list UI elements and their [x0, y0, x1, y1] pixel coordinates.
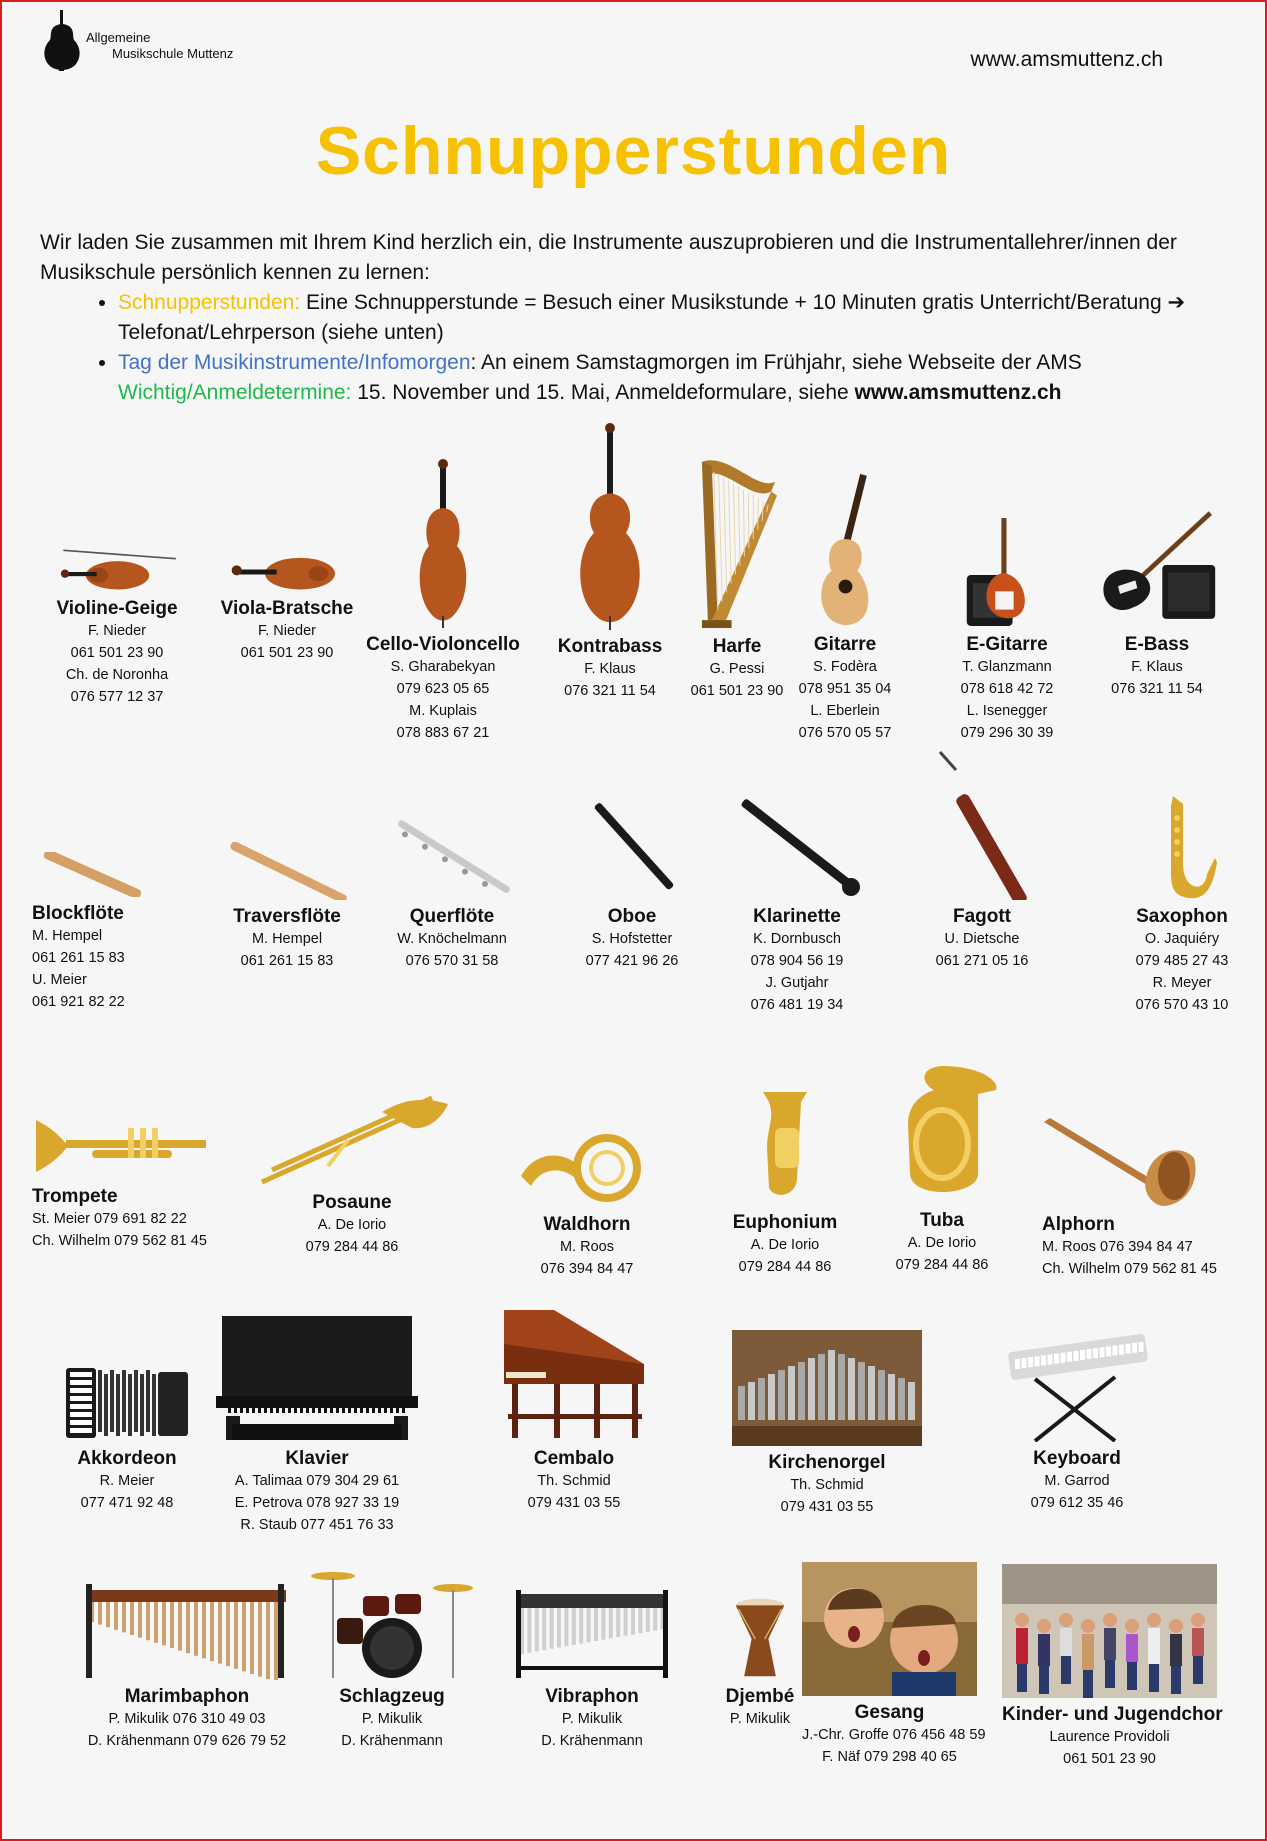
saxophone-icon: [1097, 794, 1267, 900]
cello-icon: [358, 458, 528, 628]
instrument-viola: [202, 542, 372, 664]
teacher-contact: 076 570 31 58: [405, 953, 499, 969]
teacher-contact: E. Petrova 078 927 33 19: [234, 1495, 400, 1511]
teacher-contact: 079 431 03 55: [527, 1495, 621, 1511]
instrument-name: Vibraphon: [545, 1686, 639, 1707]
teacher-contact: F. Klaus: [584, 661, 636, 677]
teacher-contact: 076 481 19 34: [750, 997, 844, 1013]
teacher-contact: R. Meyer: [1152, 975, 1212, 991]
instrument-euphonium: [700, 1088, 870, 1278]
drum-kit-icon: [307, 1566, 477, 1680]
teacher-contact: U. Dietsche: [944, 931, 1020, 947]
website-link-inline[interactable]: www.amsmuttenz.ch: [854, 381, 1062, 404]
teacher-contact: 079 296 30 39: [960, 725, 1054, 741]
teacher-contact: K. Dornbusch: [753, 931, 841, 947]
violin-icon: [32, 542, 202, 592]
info-list: [82, 288, 1267, 408]
instrument-flute: [367, 812, 537, 972]
teacher-contact: S. Fodèra: [813, 659, 877, 675]
instrument-piano: [212, 1312, 422, 1536]
instrument-name: Euphonium: [732, 1212, 838, 1233]
instrument-vibraphone: [507, 1586, 677, 1752]
teacher-contact: 076 577 12 37: [70, 689, 164, 705]
teacher-contact: 076 321 11 54: [1111, 681, 1203, 697]
teacher-contact: 061 501 23 90: [240, 645, 334, 661]
instrument-name: Kontrabass: [557, 636, 663, 657]
recorder-icon: [32, 852, 202, 897]
instrument-violin: [32, 542, 202, 708]
teacher-contact: 061 501 23 90: [70, 645, 164, 661]
school-name-line1: Allgemeine: [86, 30, 151, 45]
instrument-name: Schlagzeug: [339, 1686, 445, 1707]
info-item-infomorgen: • Tag der Musikinstrumente/Infomorgen: An einem Samstagmorgen im Frühjahr, siehe Webseite der AMS Wichtig/Anmeldetermine: 15. November und 15. Mai, Anmeldeformulare, siehe www.amsmuttenz.ch: [118, 348, 1267, 408]
teacher-contact: 076 394 84 47: [540, 1261, 634, 1277]
teacher-contact: Th. Schmid: [537, 1473, 611, 1489]
instrument-singing-children-photo: [802, 1562, 986, 1768]
instrument-saxophone: [1097, 794, 1267, 1016]
instrument-guitar: [760, 470, 930, 744]
teacher-contact: 076 321 11 54: [564, 683, 656, 699]
logo: [40, 10, 84, 77]
teacher-contact: 079 485 27 43: [1135, 953, 1229, 969]
electric-guitar-icon: [922, 516, 1092, 628]
teacher-contact: 078 618 42 72: [960, 681, 1054, 697]
instrument-traverso: [202, 842, 372, 972]
teacher-contact: G. Pessi: [709, 661, 765, 677]
instrument-trombone: [252, 1090, 452, 1258]
trumpet-icon: [32, 1110, 212, 1180]
teacher-contact: F. Näf 079 298 40 65: [822, 1749, 957, 1765]
teacher-contact: 061 501 23 90: [1063, 1751, 1156, 1767]
teacher-contact: 061 261 15 83: [32, 950, 125, 966]
instrument-french-horn: [502, 1128, 672, 1280]
instrument-name: Djembé: [725, 1686, 795, 1707]
instrument-oboe: [547, 788, 717, 972]
teacher-contact: 076 570 05 57: [798, 725, 892, 741]
page-title: Schnupperstunden: [315, 113, 952, 189]
flute-icon: [367, 812, 537, 900]
teacher-contact: D. Krähenmann: [341, 1733, 443, 1749]
instrument-name: Gesang: [854, 1702, 925, 1723]
instrument-name: Tuba: [920, 1210, 964, 1231]
instrument-name: Kirchenorgel: [768, 1452, 886, 1473]
bassoon-icon: [897, 750, 1067, 900]
instrument-name: E-Gitarre: [966, 634, 1048, 655]
teacher-contact: A. De Iorio: [750, 1237, 820, 1253]
electric-bass-icon: [1072, 502, 1242, 628]
instrument-name: Posaune: [312, 1192, 392, 1213]
teacher-contact: 061 271 05 16: [935, 953, 1029, 969]
teacher-contact: D. Krähenmann: [541, 1733, 643, 1749]
teacher-contact: S. Hofstetter: [591, 931, 673, 947]
teacher-contact: P. Mikulik: [729, 1711, 791, 1727]
instrument-cello: [358, 458, 528, 744]
teacher-contact: 079 284 44 86: [895, 1257, 989, 1273]
instrument-name: Akkordeon: [77, 1448, 177, 1469]
teacher-contact: Ch. Wilhelm 079 562 81 45: [1042, 1261, 1217, 1277]
instrument-choir-photo: [1002, 1564, 1223, 1770]
teacher-contact: L. Eberlein: [810, 703, 880, 719]
teacher-contact: M. Kuplais: [409, 703, 477, 719]
instrument-name: Klavier: [285, 1448, 349, 1469]
accordion-icon: [42, 1362, 212, 1442]
instrument-name: Cello-Violoncello: [366, 634, 520, 655]
oboe-icon: [547, 788, 717, 900]
teacher-contact: A. De Iorio: [317, 1217, 387, 1233]
teacher-contact: 079 431 03 55: [780, 1499, 874, 1515]
instrument-name: Traversflöte: [233, 906, 341, 927]
teacher-contact: W. Knöchelmann: [397, 931, 507, 947]
teacher-contact: A. De Iorio: [907, 1235, 977, 1251]
instrument-harpsichord: [489, 1304, 659, 1514]
instrument-accordion: [42, 1362, 212, 1514]
teacher-contact: D. Krähenmann 079 626 79 52: [87, 1733, 287, 1749]
teacher-contact: 061 261 15 83: [240, 953, 334, 969]
vibraphone-icon: [507, 1586, 677, 1680]
instrument-tuba: [857, 1064, 1027, 1276]
instrument-name: Fagott: [952, 906, 1012, 927]
singing-children-photo-icon: [802, 1562, 977, 1696]
viola-icon: [202, 542, 372, 592]
teacher-contact: 061 501 23 90: [690, 683, 784, 699]
instrument-name: Blockflöte: [32, 903, 124, 924]
alphorn-icon: [1042, 1118, 1212, 1208]
tuba-icon: [857, 1064, 1027, 1204]
instrument-name: Marimbaphon: [124, 1686, 250, 1707]
double-bass-logo-icon: [40, 10, 84, 72]
instrument-name: Kinder- und Jugendchor: [1002, 1704, 1223, 1725]
instrument-trumpet: [32, 1110, 212, 1252]
instrument-name: Cembalo: [533, 1448, 615, 1469]
teacher-contact: M. Garrod: [1044, 1473, 1110, 1489]
teacher-contact: P. Mikulik 076 310 49 03: [108, 1711, 266, 1727]
teacher-contact: A. Talimaa 079 304 29 61: [234, 1473, 400, 1489]
instrument-name: Gitarre: [813, 634, 877, 655]
teacher-contact: Th. Schmid: [790, 1477, 864, 1493]
church-organ-icon: [732, 1330, 922, 1446]
instrument-electric-bass: [1072, 502, 1242, 700]
instrument-electric-guitar: [922, 516, 1092, 744]
teacher-contact: T. Glanzmann: [962, 659, 1052, 675]
teacher-contact: M. Hempel: [251, 931, 323, 947]
traverso-icon: [202, 842, 372, 900]
teacher-contact: R. Staub 077 451 76 33: [240, 1517, 394, 1533]
teacher-contact: 078 951 35 04: [798, 681, 892, 697]
instrument-church-organ: [732, 1330, 922, 1518]
instrument-drum-kit: [307, 1566, 477, 1752]
teacher-contact: L. Isenegger: [966, 703, 1048, 719]
instrument-marimba: [82, 1580, 292, 1752]
instrument-name: Viola-Bratsche: [220, 598, 354, 619]
instrument-name: Oboe: [607, 906, 657, 927]
school-name-line2: Musikschule Muttenz: [112, 46, 234, 61]
instrument-recorder: [32, 852, 202, 1013]
trombone-icon: [252, 1090, 452, 1186]
website-link[interactable]: www.amsmuttenz.ch: [970, 48, 1163, 71]
teacher-contact: R. Meier: [99, 1473, 155, 1489]
marimba-icon: [82, 1580, 292, 1680]
teacher-contact: 079 284 44 86: [305, 1239, 399, 1255]
instrument-clarinet: [712, 787, 882, 1016]
instrument-alphorn: [1042, 1118, 1217, 1280]
teacher-contact: 079 284 44 86: [738, 1259, 832, 1275]
teacher-contact: P. Mikulik: [561, 1711, 623, 1727]
teacher-contact: M. Hempel: [32, 928, 103, 944]
info-item-schnupperstunden: • Schnupperstunden: Eine Schnupperstunde = Besuch einer Musikstunde + 10 Minuten gratis Unterricht/Beratung ➔ Telefonat/Lehrperson (siehe unten): [118, 288, 1267, 348]
teacher-contact: Laurence Providoli: [1049, 1729, 1170, 1745]
teacher-contact: J.-Chr. Groffe 076 456 48 59: [802, 1727, 986, 1743]
teacher-contact: 079 623 05 65: [396, 681, 490, 697]
teacher-contact: 077 421 96 26: [585, 953, 679, 969]
teacher-contact: Ch. Wilhelm 079 562 81 45: [32, 1233, 207, 1249]
teacher-contact: M. Roos: [560, 1239, 614, 1255]
teacher-contact: P. Mikulik: [361, 1711, 423, 1727]
teacher-contact: F. Klaus: [1131, 659, 1183, 675]
teacher-contact: St. Meier 079 691 82 22: [32, 1211, 187, 1227]
instrument-name: Trompete: [32, 1186, 118, 1207]
teacher-contact: F. Nieder: [257, 623, 317, 639]
instrument-name: Querflöte: [409, 906, 495, 927]
instrument-bassoon: [897, 750, 1067, 972]
clarinet-icon: [712, 787, 882, 900]
teacher-contact: 079 612 35 46: [1030, 1495, 1124, 1511]
instrument-name: Saxophon: [1136, 906, 1228, 927]
harpsichord-icon: [489, 1304, 659, 1442]
instrument-name: Waldhorn: [543, 1214, 631, 1235]
instrument-name: Alphorn: [1042, 1214, 1115, 1235]
teacher-contact: 076 570 43 10: [1135, 997, 1229, 1013]
teacher-contact: 078 883 67 21: [396, 725, 490, 741]
instrument-name: Keyboard: [1033, 1448, 1121, 1469]
teacher-contact: Ch. de Noronha: [65, 667, 169, 683]
instrument-name: E-Bass: [1124, 634, 1190, 655]
keyboard-icon: [992, 1329, 1162, 1442]
teacher-contact: 077 471 92 48: [80, 1495, 174, 1511]
instrument-name: Harfe: [712, 636, 762, 657]
teacher-contact: U. Meier: [32, 972, 87, 988]
guitar-icon: [760, 470, 930, 628]
piano-icon: [212, 1312, 422, 1442]
instrument-name: Violine-Geige: [56, 598, 178, 619]
school-name: [86, 30, 233, 62]
euphonium-icon: [700, 1088, 870, 1206]
teacher-contact: O. Jaquiéry: [1144, 931, 1220, 947]
teacher-contact: 061 921 82 22: [32, 994, 125, 1010]
teacher-contact: S. Gharabekyan: [390, 659, 496, 675]
teacher-contact: 078 904 56 19: [750, 953, 844, 969]
teacher-contact: F. Nieder: [87, 623, 147, 639]
intro-text: Wir laden Sie zusammen mit Ihrem Kind herzlich ein, die Instrumente auszuprobieren und die Instrumentallehrer/innen der Musikschule persönlich kennen zu lernen:: [40, 231, 1177, 284]
teacher-contact: M. Roos 076 394 84 47: [1042, 1239, 1193, 1255]
instrument-name: Klarinette: [753, 906, 841, 927]
choir-photo-icon: [1002, 1564, 1217, 1698]
instrument-keyboard: [992, 1329, 1162, 1514]
teacher-contact: J. Gutjahr: [765, 975, 829, 991]
french-horn-icon: [502, 1128, 672, 1208]
